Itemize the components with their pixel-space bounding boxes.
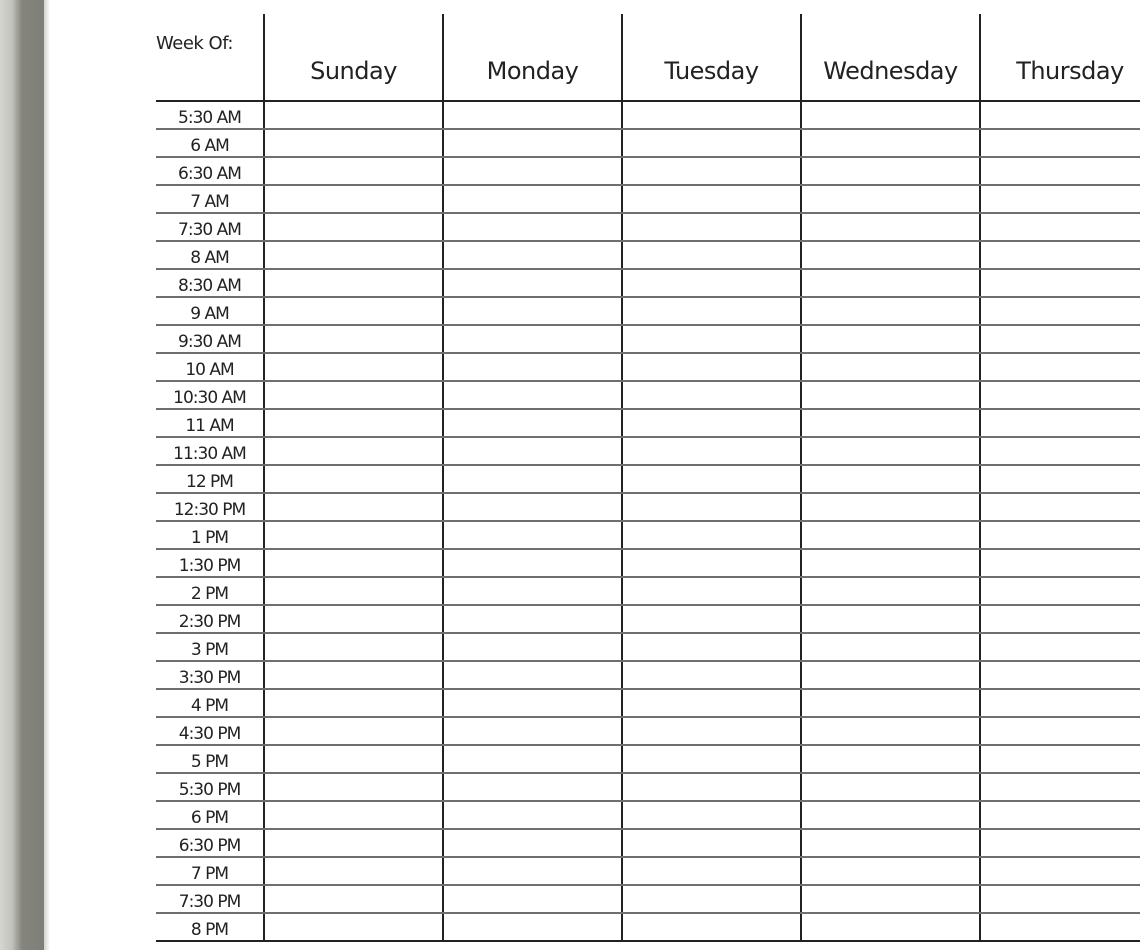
time-label: 4:30 PM bbox=[156, 717, 264, 745]
slot-cell-sunday bbox=[264, 325, 443, 353]
time-label: 11 AM bbox=[156, 409, 264, 437]
slot-cell-sunday bbox=[264, 353, 443, 381]
slot-cell-thursday bbox=[980, 857, 1140, 885]
slot-cell-thursday bbox=[980, 101, 1140, 129]
slot-cell-tuesday bbox=[622, 689, 801, 717]
slot-cell-monday bbox=[443, 269, 622, 297]
time-slot-row bbox=[156, 297, 1140, 325]
time-slot-row bbox=[156, 801, 1140, 829]
day-header-wednesday: Wednesday bbox=[801, 14, 980, 101]
time-slot-row bbox=[156, 269, 1140, 297]
slot-cell-thursday bbox=[980, 689, 1140, 717]
time-label: 4 PM bbox=[156, 689, 264, 717]
time-label: 1:30 PM bbox=[156, 549, 264, 577]
slot-cell-tuesday bbox=[622, 101, 801, 129]
slot-cell-tuesday bbox=[622, 885, 801, 913]
time-slot-row bbox=[156, 381, 1140, 409]
time-label: 7 AM bbox=[156, 185, 264, 213]
slot-cell-tuesday bbox=[622, 129, 801, 157]
slot-cell-sunday bbox=[264, 577, 443, 605]
slot-cell-tuesday bbox=[622, 521, 801, 549]
slot-cell-wednesday bbox=[801, 101, 980, 129]
slot-cell-sunday bbox=[264, 857, 443, 885]
time-label: 6:30 PM bbox=[156, 829, 264, 857]
slot-cell-sunday bbox=[264, 829, 443, 857]
slot-cell-monday bbox=[443, 353, 622, 381]
day-header-sunday: Sunday bbox=[264, 14, 443, 101]
slot-cell-monday bbox=[443, 913, 622, 941]
slot-cell-monday bbox=[443, 689, 622, 717]
slot-cell-tuesday bbox=[622, 549, 801, 577]
time-slot-row bbox=[156, 353, 1140, 381]
page-edge-strip bbox=[0, 0, 44, 950]
time-label: 8 AM bbox=[156, 241, 264, 269]
slot-cell-sunday bbox=[264, 465, 443, 493]
slot-cell-wednesday bbox=[801, 801, 980, 829]
time-slot-row bbox=[156, 185, 1140, 213]
time-label: 9:30 AM bbox=[156, 325, 264, 353]
slot-cell-monday bbox=[443, 549, 622, 577]
slot-cell-tuesday bbox=[622, 717, 801, 745]
slot-cell-wednesday bbox=[801, 157, 980, 185]
time-label: 10 AM bbox=[156, 353, 264, 381]
time-slot-row bbox=[156, 577, 1140, 605]
slot-cell-monday bbox=[443, 241, 622, 269]
slot-cell-sunday bbox=[264, 185, 443, 213]
slot-cell-wednesday bbox=[801, 437, 980, 465]
time-label: 5:30 PM bbox=[156, 773, 264, 801]
slot-cell-monday bbox=[443, 185, 622, 213]
slot-cell-sunday bbox=[264, 269, 443, 297]
slot-cell-wednesday bbox=[801, 885, 980, 913]
slot-cell-monday bbox=[443, 577, 622, 605]
slot-cell-sunday bbox=[264, 213, 443, 241]
slot-cell-monday bbox=[443, 829, 622, 857]
time-slot-row bbox=[156, 241, 1140, 269]
slot-cell-wednesday bbox=[801, 185, 980, 213]
time-label: 7:30 PM bbox=[156, 885, 264, 913]
slot-cell-sunday bbox=[264, 661, 443, 689]
slot-cell-tuesday bbox=[622, 381, 801, 409]
page-edge-shadow bbox=[44, 0, 50, 950]
slot-cell-wednesday bbox=[801, 213, 980, 241]
slot-cell-thursday bbox=[980, 745, 1140, 773]
slot-cell-monday bbox=[443, 773, 622, 801]
time-slot-row bbox=[156, 633, 1140, 661]
slot-cell-thursday bbox=[980, 521, 1140, 549]
slot-cell-tuesday bbox=[622, 577, 801, 605]
slot-cell-sunday bbox=[264, 913, 443, 941]
slot-cell-thursday bbox=[980, 493, 1140, 521]
slot-cell-wednesday bbox=[801, 689, 980, 717]
day-header-tuesday: Tuesday bbox=[622, 14, 801, 101]
slot-cell-monday bbox=[443, 437, 622, 465]
slot-cell-sunday bbox=[264, 745, 443, 773]
slot-cell-monday bbox=[443, 409, 622, 437]
slot-cell-tuesday bbox=[622, 269, 801, 297]
time-label: 12 PM bbox=[156, 465, 264, 493]
slot-cell-wednesday bbox=[801, 745, 980, 773]
slot-cell-thursday bbox=[980, 213, 1140, 241]
time-label: 12:30 PM bbox=[156, 493, 264, 521]
slot-cell-thursday bbox=[980, 717, 1140, 745]
time-slot-row bbox=[156, 913, 1140, 941]
slot-cell-wednesday bbox=[801, 381, 980, 409]
slot-cell-sunday bbox=[264, 493, 443, 521]
time-label: 5:30 AM bbox=[156, 101, 264, 129]
time-slot-row bbox=[156, 745, 1140, 773]
slot-cell-wednesday bbox=[801, 913, 980, 941]
slot-cell-monday bbox=[443, 661, 622, 689]
time-slot-row bbox=[156, 101, 1140, 129]
slot-cell-tuesday bbox=[622, 829, 801, 857]
week-of-label: Week Of: bbox=[156, 14, 264, 101]
slot-cell-sunday bbox=[264, 101, 443, 129]
slot-cell-tuesday bbox=[622, 773, 801, 801]
time-label: 8 PM bbox=[156, 913, 264, 941]
slot-cell-monday bbox=[443, 101, 622, 129]
time-label: 7:30 AM bbox=[156, 213, 264, 241]
time-label: 6 PM bbox=[156, 801, 264, 829]
slot-cell-thursday bbox=[980, 605, 1140, 633]
slot-cell-thursday bbox=[980, 157, 1140, 185]
slot-cell-tuesday bbox=[622, 633, 801, 661]
slot-cell-wednesday bbox=[801, 325, 980, 353]
slot-cell-monday bbox=[443, 857, 622, 885]
time-label: 3:30 PM bbox=[156, 661, 264, 689]
slot-cell-tuesday bbox=[622, 157, 801, 185]
time-label: 3 PM bbox=[156, 633, 264, 661]
slot-cell-tuesday bbox=[622, 493, 801, 521]
time-label: 1 PM bbox=[156, 521, 264, 549]
slot-cell-sunday bbox=[264, 885, 443, 913]
slot-cell-monday bbox=[443, 633, 622, 661]
slot-cell-wednesday bbox=[801, 465, 980, 493]
time-label: 6 AM bbox=[156, 129, 264, 157]
slot-cell-wednesday bbox=[801, 549, 980, 577]
slot-cell-tuesday bbox=[622, 325, 801, 353]
slot-cell-wednesday bbox=[801, 129, 980, 157]
slot-cell-thursday bbox=[980, 381, 1140, 409]
slot-cell-tuesday bbox=[622, 185, 801, 213]
slot-cell-tuesday bbox=[622, 213, 801, 241]
time-label: 9 AM bbox=[156, 297, 264, 325]
slot-cell-tuesday bbox=[622, 409, 801, 437]
time-label: 8:30 AM bbox=[156, 269, 264, 297]
slot-cell-tuesday bbox=[622, 913, 801, 941]
slot-cell-thursday bbox=[980, 325, 1140, 353]
planner-table bbox=[156, 14, 1140, 942]
day-header-thursday: Thursday bbox=[980, 14, 1140, 101]
slot-cell-monday bbox=[443, 157, 622, 185]
slot-cell-wednesday bbox=[801, 577, 980, 605]
slot-cell-thursday bbox=[980, 241, 1140, 269]
slot-cell-monday bbox=[443, 465, 622, 493]
slot-cell-tuesday bbox=[622, 241, 801, 269]
time-slot-row bbox=[156, 857, 1140, 885]
weekly-planner bbox=[156, 14, 1140, 946]
slot-cell-thursday bbox=[980, 801, 1140, 829]
slot-cell-monday bbox=[443, 297, 622, 325]
slot-cell-thursday bbox=[980, 829, 1140, 857]
time-slot-row bbox=[156, 689, 1140, 717]
slot-cell-thursday bbox=[980, 577, 1140, 605]
slot-cell-wednesday bbox=[801, 717, 980, 745]
slot-cell-sunday bbox=[264, 129, 443, 157]
slot-cell-thursday bbox=[980, 885, 1140, 913]
slot-cell-wednesday bbox=[801, 829, 980, 857]
slot-cell-tuesday bbox=[622, 437, 801, 465]
time-slot-row bbox=[156, 773, 1140, 801]
planner-header-row bbox=[156, 14, 1140, 101]
slot-cell-monday bbox=[443, 129, 622, 157]
slot-cell-wednesday bbox=[801, 353, 980, 381]
slot-cell-wednesday bbox=[801, 773, 980, 801]
slot-cell-sunday bbox=[264, 157, 443, 185]
time-slot-row bbox=[156, 437, 1140, 465]
planner-body bbox=[156, 101, 1140, 941]
slot-cell-wednesday bbox=[801, 857, 980, 885]
slot-cell-wednesday bbox=[801, 493, 980, 521]
slot-cell-tuesday bbox=[622, 857, 801, 885]
time-slot-row bbox=[156, 325, 1140, 353]
slot-cell-sunday bbox=[264, 549, 443, 577]
time-slot-row bbox=[156, 549, 1140, 577]
slot-cell-monday bbox=[443, 521, 622, 549]
slot-cell-monday bbox=[443, 801, 622, 829]
time-label: 6:30 AM bbox=[156, 157, 264, 185]
slot-cell-sunday bbox=[264, 773, 443, 801]
time-label: 2 PM bbox=[156, 577, 264, 605]
slot-cell-thursday bbox=[980, 129, 1140, 157]
time-slot-row bbox=[156, 661, 1140, 689]
slot-cell-sunday bbox=[264, 297, 443, 325]
time-slot-row bbox=[156, 521, 1140, 549]
slot-cell-tuesday bbox=[622, 297, 801, 325]
slot-cell-wednesday bbox=[801, 521, 980, 549]
slot-cell-tuesday bbox=[622, 745, 801, 773]
time-slot-row bbox=[156, 157, 1140, 185]
time-label: 2:30 PM bbox=[156, 605, 264, 633]
time-slot-row bbox=[156, 129, 1140, 157]
slot-cell-wednesday bbox=[801, 241, 980, 269]
slot-cell-thursday bbox=[980, 633, 1140, 661]
slot-cell-sunday bbox=[264, 801, 443, 829]
slot-cell-sunday bbox=[264, 717, 443, 745]
slot-cell-thursday bbox=[980, 773, 1140, 801]
time-label: 7 PM bbox=[156, 857, 264, 885]
time-slot-row bbox=[156, 493, 1140, 521]
slot-cell-wednesday bbox=[801, 633, 980, 661]
slot-cell-thursday bbox=[980, 269, 1140, 297]
time-label: 11:30 AM bbox=[156, 437, 264, 465]
slot-cell-wednesday bbox=[801, 409, 980, 437]
slot-cell-monday bbox=[443, 213, 622, 241]
slot-cell-tuesday bbox=[622, 801, 801, 829]
slot-cell-sunday bbox=[264, 437, 443, 465]
slot-cell-sunday bbox=[264, 381, 443, 409]
time-label: 5 PM bbox=[156, 745, 264, 773]
slot-cell-tuesday bbox=[622, 353, 801, 381]
time-slot-row bbox=[156, 409, 1140, 437]
slot-cell-thursday bbox=[980, 549, 1140, 577]
slot-cell-monday bbox=[443, 381, 622, 409]
slot-cell-tuesday bbox=[622, 465, 801, 493]
slot-cell-monday bbox=[443, 605, 622, 633]
time-slot-row bbox=[156, 829, 1140, 857]
slot-cell-wednesday bbox=[801, 605, 980, 633]
time-slot-row bbox=[156, 605, 1140, 633]
slot-cell-tuesday bbox=[622, 661, 801, 689]
slot-cell-sunday bbox=[264, 605, 443, 633]
slot-cell-monday bbox=[443, 493, 622, 521]
slot-cell-sunday bbox=[264, 689, 443, 717]
slot-cell-tuesday bbox=[622, 605, 801, 633]
slot-cell-thursday bbox=[980, 409, 1140, 437]
time-label: 10:30 AM bbox=[156, 381, 264, 409]
time-slot-row bbox=[156, 465, 1140, 493]
slot-cell-sunday bbox=[264, 241, 443, 269]
slot-cell-sunday bbox=[264, 521, 443, 549]
slot-cell-monday bbox=[443, 745, 622, 773]
slot-cell-wednesday bbox=[801, 297, 980, 325]
slot-cell-thursday bbox=[980, 437, 1140, 465]
slot-cell-sunday bbox=[264, 633, 443, 661]
slot-cell-thursday bbox=[980, 353, 1140, 381]
slot-cell-thursday bbox=[980, 297, 1140, 325]
slot-cell-thursday bbox=[980, 913, 1140, 941]
day-header-monday: Monday bbox=[443, 14, 622, 101]
slot-cell-thursday bbox=[980, 185, 1140, 213]
time-slot-row bbox=[156, 885, 1140, 913]
slot-cell-thursday bbox=[980, 661, 1140, 689]
slot-cell-wednesday bbox=[801, 661, 980, 689]
slot-cell-monday bbox=[443, 885, 622, 913]
slot-cell-thursday bbox=[980, 465, 1140, 493]
slot-cell-sunday bbox=[264, 409, 443, 437]
slot-cell-wednesday bbox=[801, 269, 980, 297]
time-slot-row bbox=[156, 717, 1140, 745]
slot-cell-monday bbox=[443, 325, 622, 353]
slot-cell-monday bbox=[443, 717, 622, 745]
time-slot-row bbox=[156, 213, 1140, 241]
